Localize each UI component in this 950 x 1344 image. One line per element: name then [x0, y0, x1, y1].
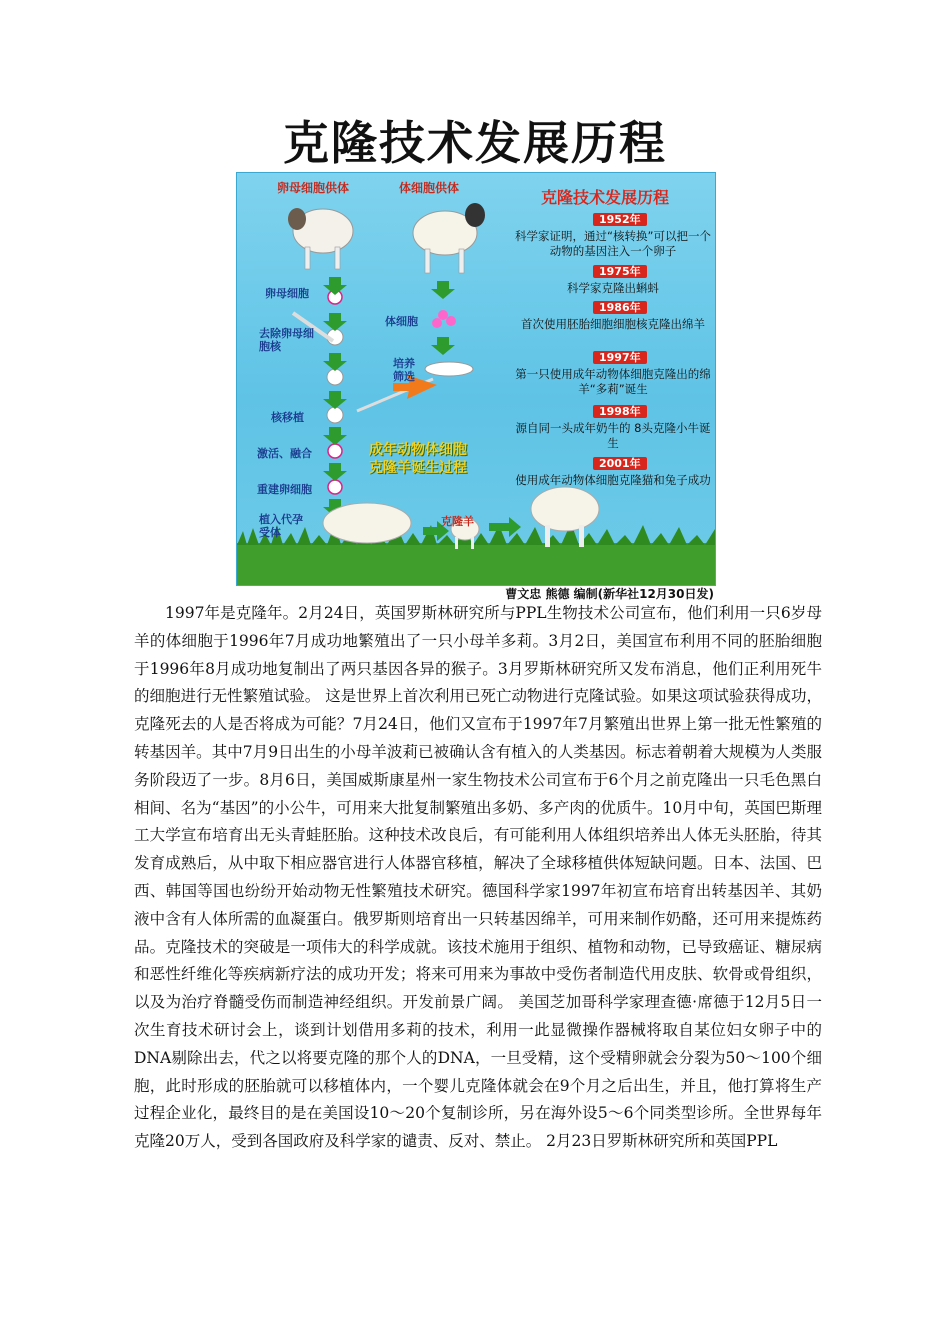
timeline-text: 科学家证明，通过“核转换”可以把一个动物的基因注入一个卵子	[515, 229, 711, 258]
culture-label: 培养筛选	[393, 357, 415, 383]
timeline-year: 2001年	[593, 457, 647, 470]
activation-label: 激活、融合	[257, 447, 312, 460]
body-donor-sheep	[413, 203, 485, 273]
left-arrows	[323, 277, 347, 517]
timeline-year: 1997年	[593, 351, 647, 364]
egg-donor-label: 卵母细胞供体	[277, 181, 350, 195]
egg-donor-sheep	[288, 208, 353, 269]
timeline-text: 第一只使用成年动物体细胞克隆出的绵羊“多莉”诞生	[515, 367, 711, 396]
timeline-text: 科学家克隆出蝌蚪	[567, 281, 659, 295]
process-title: 成年动物体细胞 克隆羊诞生过程	[369, 442, 467, 476]
figure-credit: 曹文忠 熊德 编制(新华社12月30日发)	[505, 587, 714, 601]
timeline-year: 1975年	[593, 265, 647, 278]
figure-panel	[236, 172, 716, 586]
body-donor-label: 体细胞供体	[399, 181, 460, 195]
surrogate-label: 植入代孕受体	[259, 513, 303, 539]
clone-sheep-label: 克隆羊	[441, 515, 474, 528]
somatic-cell-label: 体细胞	[385, 315, 418, 328]
timeline-year: 1986年	[593, 301, 647, 314]
timeline-year: 1952年	[593, 213, 647, 226]
surrogate-sheep	[323, 503, 411, 543]
timeline-heading: 克隆技术发展历程	[541, 188, 670, 207]
article-body: 1997年是克隆年。2月24日，英国罗斯林研究所与PPL生物技术公司宣布，他们利用一只6岁母羊的体细胞于1996年7月成功地繁殖出了一只小母羊多莉。3月2日，美国宣布利用不同的胚胎细胞于1996年8月成功地复制出了两只基因各异的猴子。3月罗斯林研究所又发布消息，他们正利用死牛的细胞进行无性繁殖试验。 这是世界上首次利用已死亡动物进行克隆试验。如果这项试验获得成功，克隆死去的人是否将成为可能？7月24日，他们又宣布于1997年7月繁殖出世界上第一批无性繁殖的转基因羊。其中7月9日出生的小母羊波莉已被确认含有植入的人类基因。标志着朝着大规模为人类服务阶段迈了一步。8月6日，美国威斯康星州一家生物技术公司宣布于6个月之前克隆出一只毛色黑白相间、名为“基因”的小公牛，可用来大批复制繁殖出多奶、多产肉的优质牛。10月中旬，英国巴斯理工大学宣布培育出无头青蛙胚胎。这种技术改良后，有可能利用人体组织培养出人体无头胚胎，待其发育成熟后，从中取下相应器官进行人体器官移植，解决了全球移植供体短缺问题。日本、法国、巴西、韩国等国也纷纷开始动物无性繁殖技术研究。德国科学家1997年初宣布培育出转基因羊、其奶液中含有人体所需的血凝蛋白。俄罗斯则培育出一只转基因绵羊，可用来制作奶酪，还可用来提炼药品。克隆技术的突破是一项伟大的科学成就。该技术施用于组织、植物和动物，已导致癌证、糖尿病和恶性纤维化等疾病新疗法的成功开发；将来可用来为事故中受伤者制造代用皮肤、软骨或骨组织，以及为治疗脊髓受伤而制造神经组织。开发前景广阔。 美国芝加哥科学家理查德·席德于12月5日一次生育技术研讨会上，谈到计划借用多莉的技术，利用一此显微操作器械将取自某位妇女卵子中的DNA剔除出去，代之以将要克隆的那个人的DNA，一旦受精，这个受精卵就会分裂为50～100个细胞，此时形成的胚胎就可以移植体内，一个婴儿克隆体就会在9个月之后出生，并且，他打算将生产过程企业化，最终目的是在美国设10～20个复制诊所，另在海外设5～6个同类型诊所。全世界每年克隆20万人，受到各国政府及科学家的谴责、反对、禁止。 2月23日罗斯林研究所和英国PPL	[134, 604, 822, 1151]
timeline-text: 源自同一头成年奶牛的 8头克隆小牛诞生	[515, 421, 711, 450]
remove-nucleus-label: 去除卵母细胞核	[259, 327, 314, 353]
reconstructed-egg-label: 重建卵细胞	[257, 483, 312, 496]
timeline-text: 首次使用胚胎细胞细胞核克隆出绵羊	[521, 317, 705, 331]
oocyte-label: 卵母细胞	[265, 287, 309, 300]
timeline-text: 使用成年动物体细胞克隆猫和兔子成功	[515, 473, 711, 487]
nuclear-transfer-label: 核移植	[271, 411, 304, 424]
timeline-year: 1998年	[593, 405, 647, 418]
figure-title: 克隆技术发展历程	[283, 116, 667, 170]
cloning-history-figure	[234, 116, 716, 604]
grass-strip	[237, 543, 715, 585]
